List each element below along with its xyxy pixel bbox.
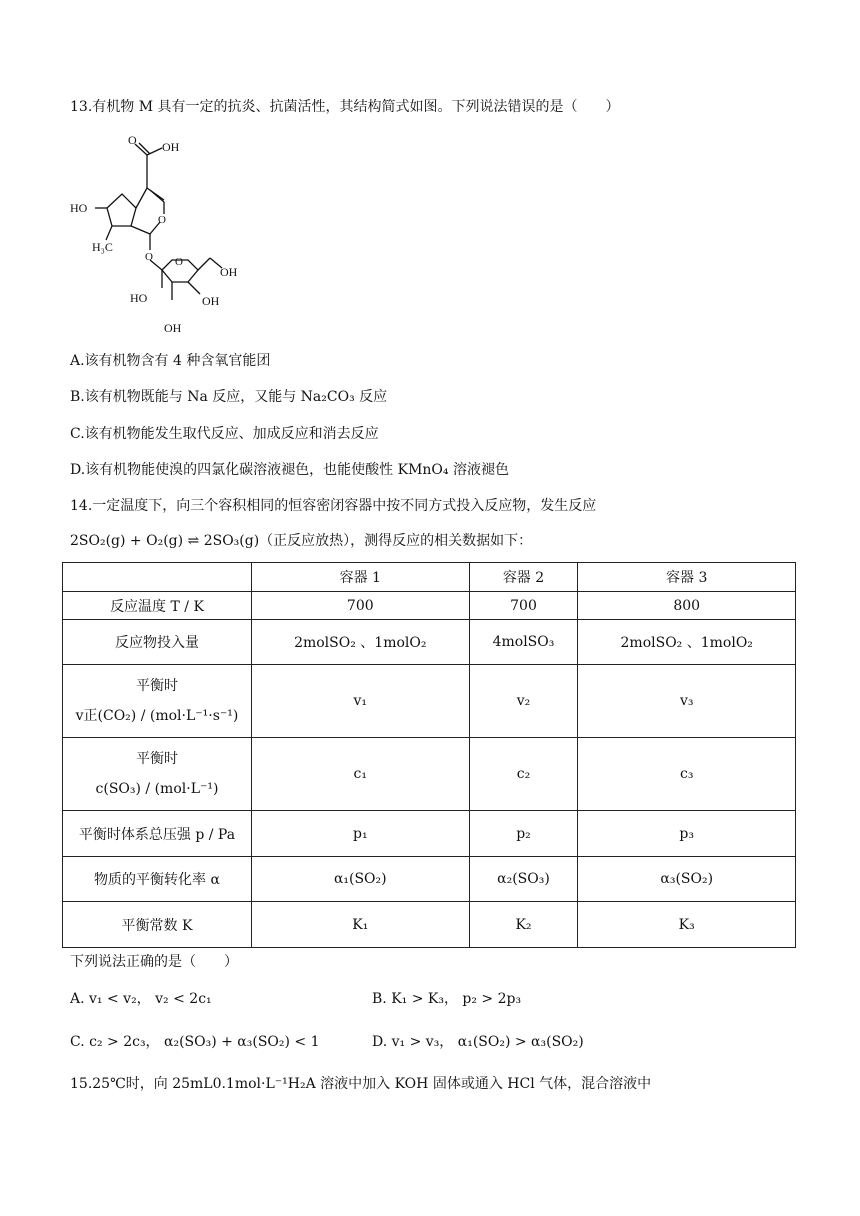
table-header-container-3: 容器 3 (578, 563, 796, 592)
table-cell: α₂(SO₃) (469, 857, 578, 902)
table-cell: c₁ (252, 738, 470, 811)
table-header-container-2: 容器 2 (469, 563, 578, 592)
q14-option-d: D. v₁ > v₃， α₁(SO₂) > α₃(SO₂) (372, 1034, 584, 1050)
q15-stem: 15.25℃时，向 25mL0.1mol·L⁻¹H₂A 溶液中加入 KOH 固体或通入 HCl 气体，混合溶液中 (70, 1076, 652, 1092)
table-cell: 4molSO₃ (469, 620, 578, 665)
table-row (63, 665, 796, 738)
row-label-feed: 反应物投入量 (63, 620, 252, 665)
row-label-temperature: 反应温度 T / K (63, 592, 252, 620)
table-header-container-1: 容器 1 (252, 563, 470, 592)
label-oh-bottom: OH (164, 321, 182, 335)
table-cell: v₁ (252, 665, 470, 738)
table-cell: K₃ (578, 902, 796, 948)
q14-stem-2: 2SO₂(g) + O₂(g) ⇌ 2SO₃(g)（正反应放热），测得反应的相关数据如下： (70, 533, 533, 549)
table-row (63, 620, 796, 665)
q13-option-b: B.该有机物既能与 Na 反应，又能与 Na₂CO₃ 反应 (70, 389, 388, 405)
q13-option-c: C.该有机物能发生取代反应、加成反应和消去反应 (70, 426, 379, 442)
label-ho-left: HO (70, 201, 88, 215)
molecule-structure-figure (62, 130, 262, 340)
table-cell: c₃ (578, 738, 796, 811)
label-o-carbonyl: O (128, 133, 137, 147)
table-header-blank (63, 563, 252, 592)
label-oh-ring: OH (202, 294, 220, 308)
table-cell: 700 (469, 592, 578, 620)
table-row (63, 857, 796, 902)
label-oh-acid: OH (162, 140, 180, 154)
table-row (63, 811, 796, 857)
row-label-line: c(SO₃) / (mol·L⁻¹) (95, 781, 219, 797)
table-cell: p₃ (578, 811, 796, 857)
label-ho-ring: HO (130, 291, 148, 305)
label-sugar-o: O (175, 256, 183, 268)
table-cell: v₃ (578, 665, 796, 738)
table-cell: p₁ (252, 811, 470, 857)
q14-prompt: 下列说法正确的是（ ） (70, 954, 238, 970)
q14-stem-1: 14.一定温度下，向三个容积相同的恒容密闭容器中按不同方式投入反应物，发生反应 (70, 498, 597, 514)
table-cell: 800 (578, 592, 796, 620)
table-cell: 2molSO₂ 、1molO₂ (252, 620, 470, 665)
row-label-conversion: 物质的平衡转化率 α (63, 857, 252, 902)
row-label-rate (63, 665, 252, 738)
label-methyl: H₃C (92, 240, 113, 254)
table-cell: 2molSO₂ 、1molO₂ (578, 620, 796, 665)
q14-option-c: C. c₂ > 2c₃， α₂(SO₃) + α₃(SO₂) < 1 (70, 1034, 320, 1050)
table-cell: v₂ (469, 665, 578, 738)
table-row (63, 738, 796, 811)
row-label-pressure: 平衡时体系总压强 p / Pa (63, 811, 252, 857)
table-cell: c₂ (469, 738, 578, 811)
table-header-row (63, 563, 796, 592)
table-row (63, 902, 796, 948)
table-cell: 700 (252, 592, 470, 620)
table-cell: K₁ (252, 902, 470, 948)
row-label-line: v正(CO₂) / (mol·L⁻¹·s⁻¹) (75, 708, 239, 724)
table-cell: p₂ (469, 811, 578, 857)
q14-option-b: B. K₁ > K₃， p₂ > 2p₃ (372, 991, 522, 1007)
label-ring-o: O (158, 214, 166, 226)
q14-option-a: A. v₁ < v₂， v₂ < 2c₁ (70, 991, 212, 1007)
q13-option-a: A.该有机物含有 4 种含氧官能团 (70, 353, 271, 369)
label-link-o: O (145, 251, 153, 263)
table-cell: K₂ (469, 902, 578, 948)
label-oh-side: OH (220, 265, 238, 279)
row-label-line: 平衡时 (136, 678, 178, 694)
q13-stem: 13.有机物 M 具有一定的抗炎、抗菌活性，其结构简式如图。下列说法错误的是（ ） (70, 99, 620, 115)
table-cell: α₃(SO₂) (578, 857, 796, 902)
row-label-concentration (63, 738, 252, 811)
q13-option-d: D.该有机物能使溴的四氯化碳溶液褪色，也能使酸性 KMnO₄ 溶液褪色 (70, 462, 509, 478)
row-label-line: 平衡时 (136, 751, 178, 767)
table-cell: α₁(SO₂) (252, 857, 470, 902)
row-label-equilibrium-constant: 平衡常数 K (63, 902, 252, 948)
table-row (63, 592, 796, 620)
q14-data-table (62, 562, 796, 948)
